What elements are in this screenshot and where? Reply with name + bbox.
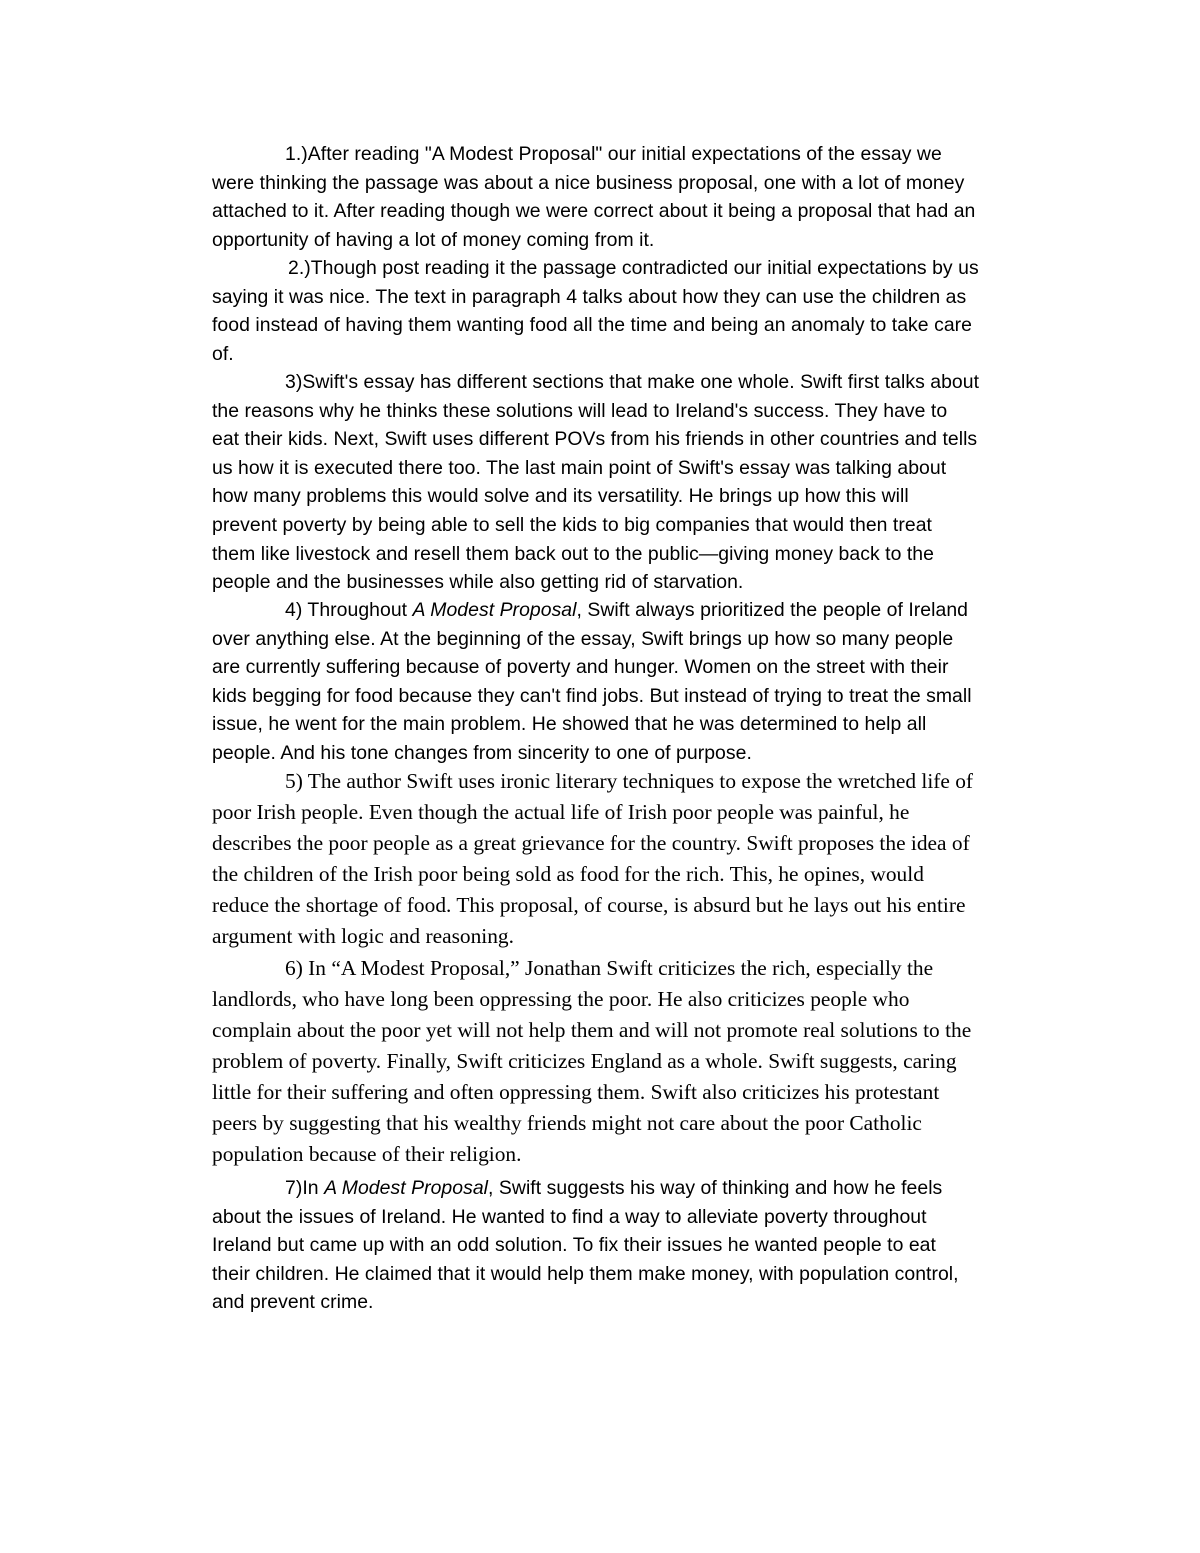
text-line: 6) In “A Modest Proposal,” Jonathan Swift criticizes the rich, especially the (285, 956, 934, 980)
text-line: problem of poverty. Finally, Swift criticizes England as a whole. Swift suggests, caring (212, 1049, 957, 1073)
text-line: eat their kids. Next, Swift uses different POVs from his friends in other countries and tells (212, 428, 978, 451)
text-line: landlords, who have long been oppressing the poor. He also criticizes people who (212, 987, 910, 1011)
text-line: 5) The author Swift uses ironic literary techniques to expose the wretched life of (285, 769, 974, 793)
text-line: peers by suggesting that his wealthy friends might not care about the poor Catholic (212, 1111, 922, 1135)
paragraph-4 (212, 596, 1072, 768)
essay-title-italic: A Modest Proposal (412, 599, 577, 621)
text-line: 1.)After reading "A Modest Proposal" our initial expectations of the essay we (285, 143, 942, 165)
text-line: 3)Swift's essay has different sections that make one whole. Swift first talks about (285, 371, 980, 393)
text-line (212, 1174, 1072, 1203)
text-line: reduce the shortage of food. This proposal, of course, is absurd but he lays out his entire (212, 893, 966, 917)
text-line: are currently suffering because of poverty and hunger. Women on the street with their (212, 656, 949, 679)
text-line: prevent poverty by being able to sell the kids to big companies that would then treat (212, 513, 932, 536)
text-line: opportunity of having a lot of money coming from it. (212, 228, 655, 251)
text-line: describes the poor people as a great grievance for the country. Swift proposes the idea of (212, 831, 970, 855)
text-line: complain about the poor yet will not help them and will not promote real solutions to the (212, 1018, 972, 1042)
text-line: population because of their religion. (212, 1142, 522, 1166)
text-line: the children of the Irish poor being sold as food for the rich. This, he opines, would (212, 862, 924, 886)
essay-title-italic: A Modest Proposal (324, 1177, 489, 1199)
paragraph-3 (212, 368, 1072, 597)
paragraph-1 (212, 140, 1072, 254)
text-line: were thinking the passage was about a nice business proposal, one with a lot of money (212, 171, 965, 194)
text-line: kids begging for food because they can't find jobs. But instead of trying to treat the small (212, 684, 972, 707)
paragraph-5 (212, 766, 1072, 952)
text-run: 7)In (285, 1177, 325, 1199)
text-line: them like livestock and resell them back out to the public—giving money back to the (212, 542, 934, 565)
text-line: 2.)Though post reading it the passage contradicted our initial expectations by us (288, 257, 979, 279)
text-line: saying it was nice. The text in paragraph 4 talks about how they can use the children as (212, 285, 967, 308)
text-line: Ireland but came up with an odd solution. To fix their issues he wanted people to eat (212, 1234, 936, 1257)
text-line: over anything else. At the beginning of the essay, Swift brings up how so many people (212, 627, 954, 650)
text-run: , Swift suggests his way of thinking and how he feels (488, 1177, 943, 1199)
text-line: their children. He claimed that it would help them make money, with population control, (212, 1262, 959, 1285)
text-run: 4) Throughout (285, 599, 413, 621)
text-line: people and the businesses while also getting rid of starvation. (212, 571, 744, 594)
text-line: about the issues of Ireland. He wanted to find a way to alleviate poverty throughout (212, 1205, 927, 1228)
paragraph-2 (212, 254, 1072, 368)
text-line: argument with logic and reasoning. (212, 924, 514, 948)
text-line: us how it is executed there too. The last main point of Swift's essay was talking about (212, 456, 947, 479)
text-line: people. And his tone changes from sincerity to one of purpose. (212, 741, 752, 764)
text-line (212, 596, 1072, 625)
paragraph-7 (212, 1174, 1072, 1317)
text-line: and prevent crime. (212, 1291, 374, 1314)
text-line: issue, he went for the main problem. He showed that he was determined to help all (212, 713, 927, 736)
text-line: food instead of having them wanting food all the time and being an anomaly to take care (212, 314, 972, 337)
text-line: how many problems this would solve and its versatility. He brings up how this will (212, 485, 909, 508)
paragraph-6 (212, 953, 1072, 1170)
text-line: the reasons why he thinks these solutions will lead to Ireland's success. They have to (212, 399, 948, 422)
text-line: of. (212, 342, 234, 365)
text-line: attached to it. After reading though we were correct about it being a proposal that had an (212, 200, 976, 223)
text-run: , Swift always prioritized the people of Ireland (576, 599, 969, 621)
text-line: little for their suffering and often oppressing them. Swift also criticizes his protestant (212, 1080, 940, 1104)
text-line: poor Irish people. Even though the actual life of Irish poor people was painful, he (212, 800, 910, 824)
